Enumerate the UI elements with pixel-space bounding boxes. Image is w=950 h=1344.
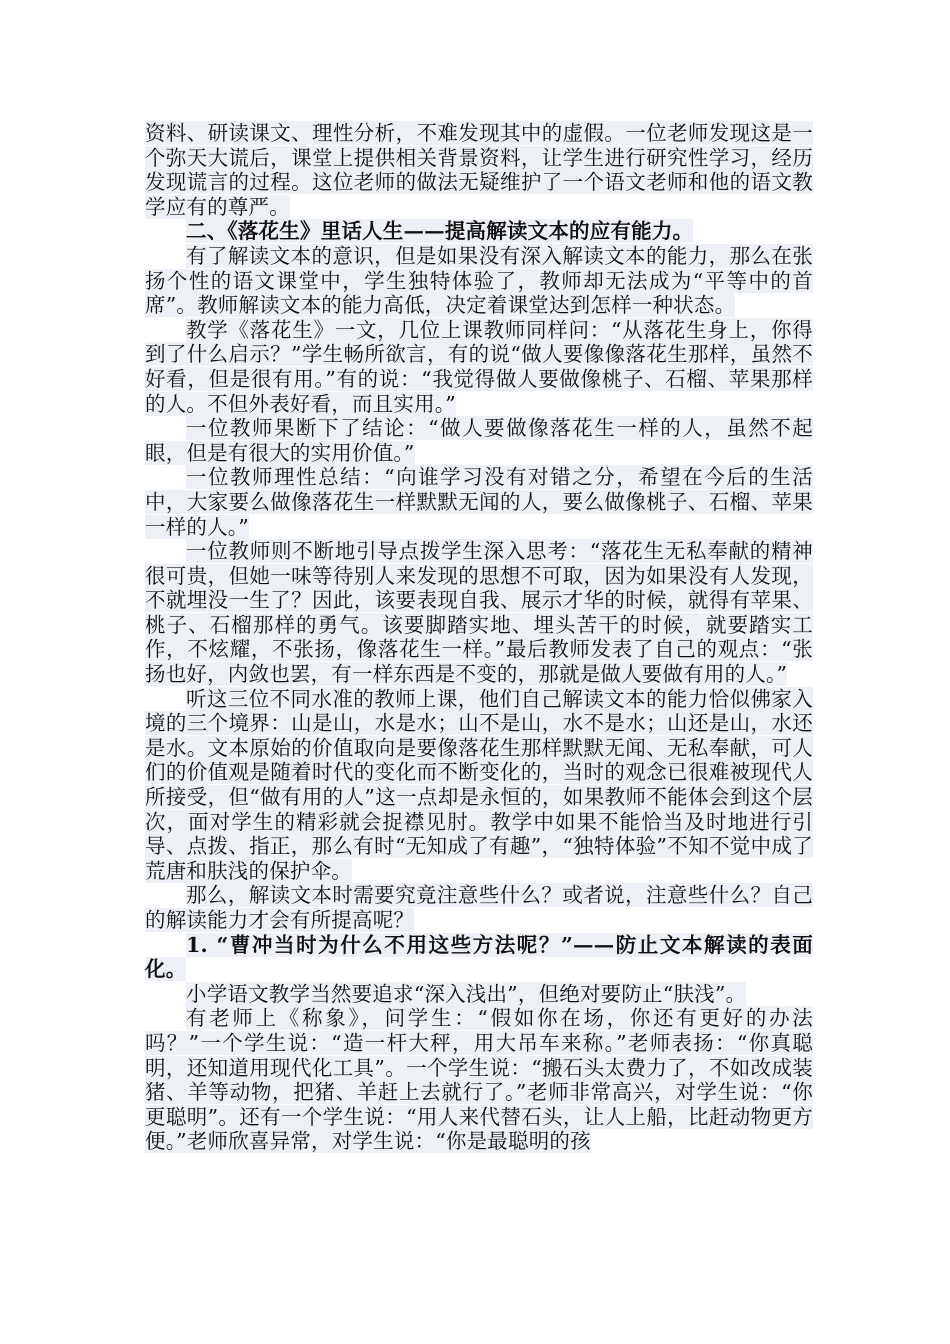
paragraph bbox=[145, 539, 813, 687]
paragraph bbox=[145, 982, 813, 1007]
section-heading bbox=[145, 219, 813, 244]
paragraph bbox=[145, 244, 813, 318]
paragraph-text: 有了解读文本的意识，但是如果没有深入解读文本的能力，那么在张扬个性的语文课堂中，学生独特体验了，教师却无法成为“平等中的首席”。教师解读文本的能力高低，决定着课堂达到怎样一种状态。 bbox=[145, 243, 813, 318]
paragraph-text: 资料、研读课文、理性分析，不难发现其中的虚假。一位老师发现这是一个弥天大谎后，课堂上提供相关背景资料，让学生进行研究性学习，经历发现谎言的过程。这位老师的做法无疑维护了一个语文老师和他的语文教学应有的尊严。 bbox=[145, 121, 813, 219]
paragraph-text: 听这三位不同水准的教师上课，他们自己解读文本的能力恰似佛家入境的三个境界：山是山，水是水；山不是山，水不是水；山还是山，水还是水。文本原始的价值取向是要像落花生那样默默无闻、无私奉献，可人们的价值观是随着时代的变化而不断变化的，当时的观念已很难被现代人所接受，但“做有用的人”这一点却是永恒的，如果教师不能体会到这个层次，面对学生的精彩就会捉襟见肘。教学中如果不能恰当及时地进行引导、点拨、指正，那么有时“无知成了有趣”，“独特体验”不知不觉中成了荒唐和肤浅的保护伞。 bbox=[145, 686, 813, 883]
subsection-heading-text: 1. “曹冲当时为什么不用这些方法呢？”——防止文本解读的表面化。 bbox=[145, 932, 813, 982]
paragraph bbox=[145, 687, 813, 884]
paragraph-continuation bbox=[145, 121, 813, 219]
paragraph-text: 一位教师果断下了结论：“做人要做像落花生一样的人，虽然不起眼，但是有很大的实用价值。” bbox=[145, 416, 813, 465]
paragraph-text: 一位教师则不断地引导点拨学生深入思考：“落花生无私奉献的精神很可贵，但她一味等待别人来发现的思想不可取，因为如果没有人发现，不就埋没一生了？因此，该要表现自我、展示才华的时候，就得有苹果、桃子、石榴那样的勇气。该要脚踏实地、埋头苦干的时候，就要踏实工作，不炫耀，不张扬，像落花生一样。”最后教师发表了自己的观点：“张扬也好，内敛也罢，有一样东西是不变的，那就是做人要做有用的人。” bbox=[145, 539, 813, 687]
paragraph-text: 那么，解读文本时需要究竟注意些什么？或者说，注意些什么？自己的解读能力才会有所提高呢？ bbox=[145, 883, 813, 932]
paragraph bbox=[145, 318, 813, 416]
document-body bbox=[145, 121, 813, 1154]
subsection-heading bbox=[145, 933, 813, 982]
paragraph bbox=[145, 416, 813, 465]
paragraph-text: 一位教师理性总结：“向谁学习没有对错之分，希望在今后的生活中，大家要么做像落花生一样默默无闻的人，要么做像桃子、石榴、苹果一样的人。” bbox=[145, 465, 813, 539]
paragraph-text: 有老师上《称象》，问学生：“假如你在场，你还有更好的办法吗？”一个学生说：“造一杆大秤，用大吊车来称。”老师表扬：“你真聪明，还知道用现代化工具”。一个学生说：“搬石头太费力了，不如改成装猪、羊等动物，把猪、羊赶上去就行了。”老师非常高兴，对学生说：“你更聪明”。还有一个学生说：“用人来代替石头，让人上船，比赶动物更方便。”老师欣喜异常，对学生说：“你是最聪明的孩 bbox=[145, 1006, 813, 1154]
paragraph bbox=[145, 883, 813, 932]
section-heading-text: 二、《落花生》里话人生——提高解读文本的应有能力。 bbox=[186, 219, 694, 244]
paragraph bbox=[145, 465, 813, 539]
paragraph-text: 小学语文教学当然要追求“深入浅出”，但绝对要防止“肤浅”。 bbox=[186, 981, 747, 1006]
paragraph bbox=[145, 1006, 813, 1154]
paragraph-text: 教学《落花生》一文，几位上课教师同样问：“从落花生身上，你得到了什么启示？”学生畅所欲言，有的说“做人要像像落花生那样，虽然不好看，但是很有用。”有的说：“我觉得做人要做像桃子、石榴、苹果那样的人。不但外表好看，而且实用。” bbox=[145, 317, 813, 416]
